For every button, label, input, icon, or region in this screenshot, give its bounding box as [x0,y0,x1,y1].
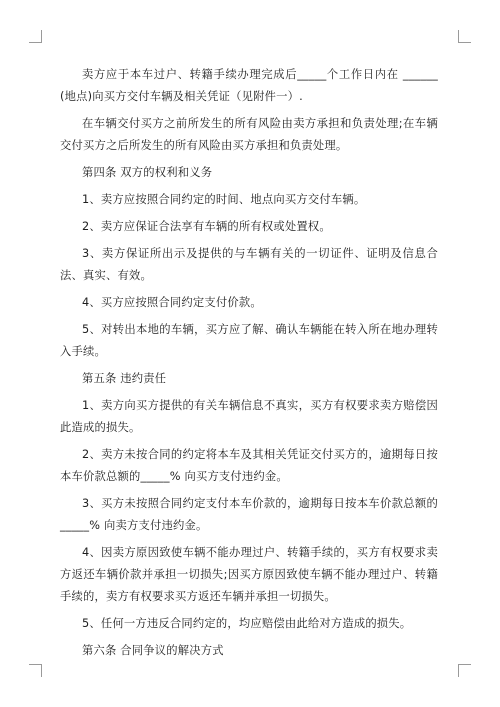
paragraph-article-4-item-1: 1、卖方应按照合同约定的时间、地点向买方交付车辆。 [82,193,366,206]
paragraph-article-4-item-5: 5、对转出本地的车辆，买方应了解、确认车辆能在转入所在地办理转入手续。 [60,323,438,358]
paragraph-risk-transfer: 在车辆交付买方之前所发生的所有风险由卖方承担和负责处理;在车辆交付买方之后所发生的所有风险由买方承担和负责处理。 [60,117,438,152]
section-heading-article-4: 第四条 双方的权利和义务 [82,166,213,179]
page-corner-mark-bottom-right [458,664,471,677]
page-corner-mark-top-left [29,30,42,43]
paragraph-article-5-item-1: 1、卖方向买方提供的有关车辆信息不真实，买方有权要求卖方赔偿因此造成的损失。 [60,399,438,434]
paragraph-article-4-item-4: 4、买方应按照合同约定支付价款。 [82,296,262,309]
page-corner-mark-bottom-left [29,664,42,677]
document-body [60,64,438,667]
section-heading-article-5: 第五条 违约责任 [82,372,167,385]
paragraph-article-4-item-2: 2、卖方应保证合法享有车辆的所有权或处置权。 [82,220,331,233]
paragraph-article-5-item-3: 3、买方未按照合同约定支付本车价款的，逾期每日按本车价款总额的_____% 向卖方支付违约金。 [60,497,438,532]
paragraph-delivery-terms: 卖方应于本车过户、转籍手续办理完成后_____个工作日内在 ______(地点)向买方交付车辆及相关凭证（见附件一）. [60,68,438,103]
paragraph-article-5-item-4: 4、因卖方原因致使车辆不能办理过户、转籍手续的，买方有权要求卖方返还车辆价款并承担一切损失;因买方原因致使车辆不能办理过户、转籍手续的，卖方有权要求买方返还车辆并承担一切损失。 [60,546,438,603]
paragraph-article-5-item-2: 2、卖方未按合同的约定将本车及其相关凭证交付买方的，逾期每日按本车价款总额的_____% 向买方支付违约金。 [60,448,438,483]
section-heading-article-6: 第六条 合同争议的解决方式 [82,644,224,657]
paragraph-article-4-item-3: 3、卖方保证所出示及提供的与车辆有关的一切证件、证明及信息合法、真实、有效。 [60,247,438,282]
page-corner-mark-top-right [458,30,471,43]
paragraph-article-5-item-5: 5、任何一方违反合同约定的，均应赔偿由此给对方造成的损失。 [82,617,412,630]
